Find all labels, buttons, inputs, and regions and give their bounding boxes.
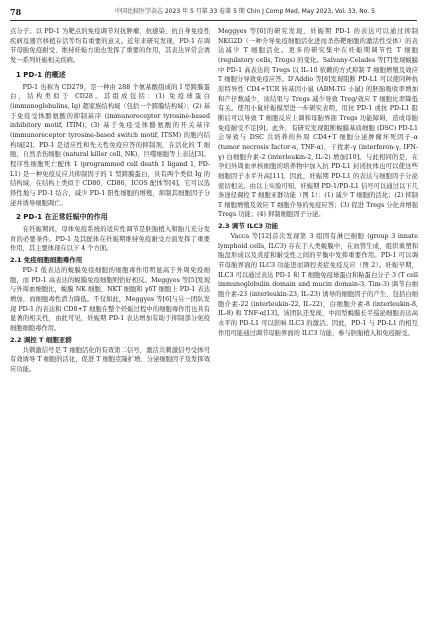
subsection-heading-2-3: 2.3 调节 ILC3 功能 [218,222,279,231]
section-heading-2: 2 PD-1 在正常妊娠中的作用 [16,213,108,222]
paragraph-cytotoxicity: PD-1 低表达的蜕膜免疫细胞的细胞毒作用明显高于外周免疫细胞，而 PD-1 高表达的蜕膜免疫细胞则恰好相反。Meggyes 等[5]发现与外周血细胞比，蜕膜 NK 细胞、NKT 细胞和 γδT 细胞上 PD-1 表达增加，而细胞毒性潜力降低。不仅如此，Meggyes 等[6]与另一团队发现 PD-1 的表达和 CD8+T 细胞在整个妊娠过程中的细胞毒作用也具有显著的相关性，由此可见，妊娠期 PD-1 表达增加有助于抑制部分免疫细胞细胞毒作用。 [10,267,210,333]
journal-citation: 中国比较医学杂志 2023 年 5 月第 33 卷第 5 期 Chin J Comp Med, May 2023, Vol. 33, No. 5 [115,8,375,15]
paragraph-ilc3: Vacca 等[12]首次发现第 3 组固有淋巴细胞 (group 3 innate lymphoid cells, ILC3) 存在于人类蜕膜中，在血管生成、组织重塑和胎盘形成以及炎症和耐受性之间的平衡中发挥重要作用。PD-1 可以调节母胎界面的 ILC3 功能进而调控炎症免疫反应（图 2）。妊娠早期，ILC3 可以通过表达 PD-1 和 T 细胞免疫球蛋白和粘蛋白分子 3 (T cell immunoglobulin domain and mucin domain-3, Tim-3) 调节白细胞介素-23 (interleukin-23, IL-23) 诱导的细胞因子的产生，包括白细胞介素-22 (interleukin-22, IL-22)，白细胞介素-8 (interleukin-8, IL-8) 和 TNF-α[13]。该团队还发现，中间型蜕膜长半巡泌细胞表达高水平的 PD-L1 可以影响 ILC3 的激活。因此，PD-1 与 PD-L1 的相互作用可能通过调节母胎界面的 ILC3 功能，参与胚胎植入和免疫耐受。 [218,233,418,337]
running-header [10,6,417,21]
section-heading-1: 1 PD-1 的概述 [16,70,66,79]
paragraph-intro-continued: 点分子。以 PD-1 为靶点的免疫调节对抗肿瘤、抗感染、抗自身免疫性疾病及器官移植存活等均有重要的意义。近年来研究发现，PD-1 在调节母胎免疫耐受、维持妊娠方面也发挥了重要的作用，其表达异常会诱发一系列妊娠相关疾病。 [10,28,210,64]
paragraph-t-cell-subsets: 共刺激信号是 T 细胞活化的有效第二信号，激活共刺激信号受体可有效诱导 T 细胞的活化，促进 T 细胞克隆扩增、分泌细胞因子及发挥效应功能。 [10,346,210,374]
paragraph-pd1-overview: PD-1 也称为 CD279，是一种由 288 个氨基酸组成的 I 型跨膜蛋白，结构类似于 CD28。其组成包括：(1) 免疫球蛋白 (immunoglobulins, Ig) 超家族结构域（包括一个跨膜结构域）；(2) 基于免疫受体酪氨酸的抑制基序 (immunoreceptor tyrosine-based inhibitory motif, ITIM)；(3) 基于免疫受体酪氨酸的开关基序 (immunoreceptor tyrosine-based switch motif, ITSM) 的胞内结构域[2]。PD-1 是适应性和先天性免疫应答的抑制剂，在活化的 T 细胞，自然杀伤细胞 (natural killer cell, NK)，巨噬细胞等上表达[3]。程序性细胞死亡配体 1 (programmed cell death 1 ligand 1, PD-L1) 是一种免疫反应共抑制因子的 1 型跨膜蛋白，具有两个类似 Ig 的结构域，在结构上类似于 CD80、CD86，ICOS 配体等[4]。它可以选择性地与 PD-1 结合，减少 PD-1 阳性细胞的增殖，抑制其细胞因子分泌并诱导细胞凋亡。 [10,83,210,207]
left-column [10,27,210,617]
paragraph-pregnancy-intro: 在妊娠期间，母体免疫系统的适应性调节是胚胎植入和胎儿充分发育的必要条件。PD-1 及其配体在妊娠期维持免疫耐受方面发挥了重要作用，其主要体现在以下 4 个方面。 [10,226,210,253]
page-number: 78 [10,7,22,17]
subsection-heading-2-1: 2.1 免疫细胞细胞毒作用 [10,256,83,265]
subsection-heading-2-2: 2.2 调控 T 细胞亚群 [10,335,72,344]
right-column [218,27,418,617]
paragraph-tregs: Meggyes 等[6]的研究发现，妊娠期 PD-1 的表达可以通过抑制 NKG2D（一种介导免疫细胞活化进而杀伤靶细胞的激活性受体）的表达减少 T 细胞活化。更多的研究集中在妊娠期调节性 T 细胞 (regulatory cells, Tregs) 的变化。Salvany-Celades 等[7]发现蜕膜中 PD-1 高表达的 Tregs 以 IL-10 依赖的方式抑制 T 细胞增殖及效应 T 细胞分导致免疫应答。D'Addio 等[8]发现阻断 PD-L1 可以使同种抗原特异性 CD4+TCR 转基因小鼠 (ABM-TG 小鼠) 的胚胎吸收率增加和产仔数减少，该结果与 Tregs 减少导致 Treg/效应 T 细胞比率降低有关。使用小鼠妊娠模型进一步研究表明，用抗 PD-1 或抗 PD-L1 阻断后可以导致 T 细胞反应上调和母胎界面 Tregs 功能障碍，造成母胎免疫耐受不足[9]。此外，有研究发现阻断蜕膜基质细胞 (DSC) PD-L1 会导致与 DSC 共培养的外周 CD4+T 细胞分泌肿瘤坏死因子-α (tumor necrosis factor-α, TNF-α)，干扰素-γ (interferon-γ, IFN-γ) 白细胞介素-2 (interleukin-2, IL-2) 增加[10]。与此相同的是，在孕妇外周血单核细胞的培养物中加入抗 PD-L1 封闭抗体也可以使这些细胞因子水平升高[11]。因此，妊娠期 PD-L1 的表达与细胞因子分泌密切相关。由以上实验可知，妊娠期 PD-1/PD-L1 信号可以通过以下几条途径调控 T 细胞亚群功能（图 1）：(1) 减少 T 细胞的活化；(2) 抑制 T 细胞增殖及效应 T 细胞介导的免疫应答；(3) 促进 Tregs 分化并增强 Tregs 功能；(4) 抑制细胞因子分泌。 [218,28,418,219]
